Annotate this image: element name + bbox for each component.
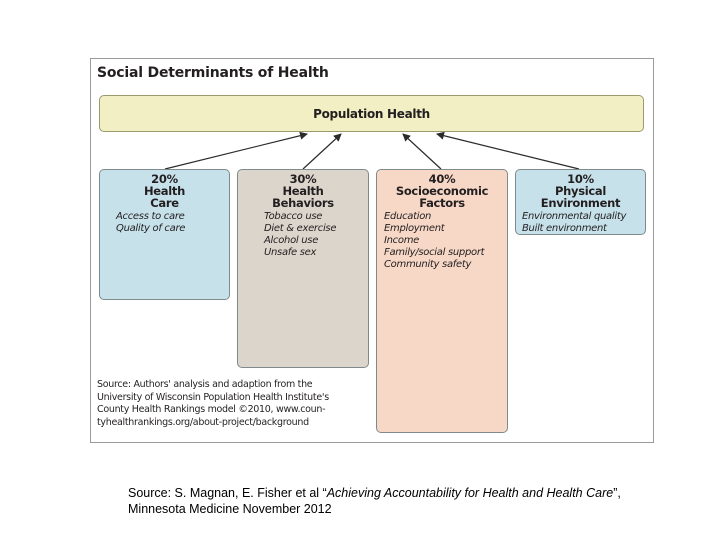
factor-box-health-care	[99, 169, 230, 300]
factor-title-line: Health	[282, 184, 324, 198]
factor-title-line: Care	[150, 196, 179, 210]
factor-item: Access to care	[116, 211, 185, 222]
population-health-label: Population Health	[313, 106, 430, 121]
source-line: Source: Authors' analysis and adaption from the	[97, 379, 313, 390]
arrow-health-behaviors	[303, 134, 341, 169]
factor-item: Family/social support	[384, 247, 485, 258]
factor-item: Education	[384, 211, 432, 222]
citation-prefix: Source: S. Magnan, E. Fisher et al “	[128, 486, 327, 500]
factor-items	[377, 211, 507, 271]
factor-title-line: Health	[143, 184, 185, 198]
figure-source-note	[97, 379, 369, 429]
factor-box-socioeconomic	[376, 169, 508, 433]
factor-percent: 10%	[567, 172, 594, 186]
factor-items	[238, 211, 368, 259]
factor-title-line: Factors	[419, 196, 465, 210]
factor-item: Tobacco use	[264, 211, 323, 222]
citation-suffix: ”, Minnesota Medicine November 2012	[128, 486, 621, 516]
source-line: tyhealthrankings.org/about-project/background	[97, 416, 309, 428]
arrow-physical-env	[437, 134, 579, 169]
factor-item: Employment	[384, 223, 445, 234]
arrow-socioeconomic	[403, 134, 441, 169]
factor-box-physical-environment	[515, 169, 646, 235]
factor-percent: 40%	[428, 172, 456, 186]
social-determinants-diagram	[90, 58, 654, 443]
factor-item: Community safety	[384, 259, 472, 270]
source-line: County Health Rankings model ©2010, www.coun-	[97, 404, 326, 416]
factor-percent: 20%	[151, 172, 178, 186]
factor-items	[516, 211, 645, 235]
factor-item: Unsafe sex	[264, 247, 317, 258]
factor-title-line: Environment	[540, 196, 621, 210]
factor-title-line: Behaviors	[272, 196, 334, 210]
source-line: University of Wisconsin Population Health Institute's	[97, 391, 329, 403]
factor-box-health-behaviors	[237, 169, 369, 368]
factor-item: Alcohol use	[264, 235, 319, 246]
factor-item: Quality of care	[116, 223, 186, 234]
factor-item: Built environment	[522, 223, 607, 234]
factor-percent: 30%	[289, 172, 317, 186]
factor-item: Income	[384, 235, 419, 246]
factor-items	[100, 211, 229, 235]
factor-item: Diet & exercise	[264, 223, 337, 234]
slide-citation	[128, 485, 648, 517]
factor-title-line: Socioeconomic	[395, 184, 489, 198]
factor-title-line: Physical	[554, 184, 607, 198]
arrow-health-care	[165, 134, 307, 169]
citation-article-title: Achieving Accountability for Health and Health Care	[326, 486, 614, 500]
factor-item: Environmental quality	[522, 211, 627, 222]
diagram-title: Social Determinants of Health	[97, 65, 329, 81]
